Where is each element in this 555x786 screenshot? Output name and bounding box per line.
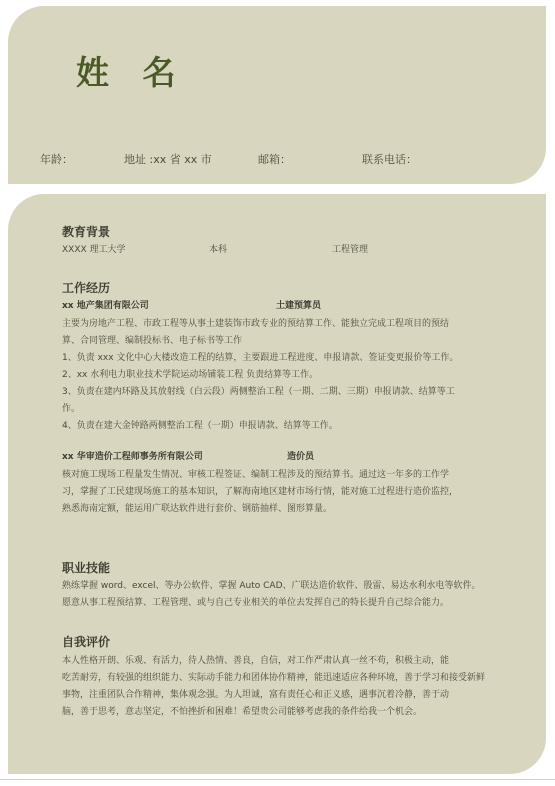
job1-line: 主要为房地产工程、市政工程等从事土建装饰市政专业的预结算工作、能独立完成工程项目的预结 <box>62 319 450 329</box>
job2-line: 核对施工现场工程量发生情况、审核工程签证、编制工程涉及的预结算书。通过这一年多的工作学 <box>62 470 450 480</box>
self-eval-line: 本人性格开朗、乐观、有活力，待人热情、善良，自信，对工作严肃认真一丝不苟，积极主动，能 <box>62 656 450 666</box>
job2-line: 习，掌握了工民建现场施工的基本知识，了解海南地区建材市场行情，能对施工过程进行造价监控， <box>62 487 459 497</box>
work-section <box>62 282 510 514</box>
job2-header <box>62 453 510 465</box>
section-title-skills: 职业技能 <box>62 561 111 575</box>
job2-position: 造价员 <box>287 452 315 462</box>
address-label: 地址 :xx 省 xx 市 <box>124 153 212 166</box>
degree: 本科 <box>209 245 228 255</box>
self-eval-section <box>62 636 510 717</box>
school-name: XXXX 理工大学 <box>62 245 126 255</box>
job1-line: 2、xx 水利电力职业技术学院运动场铺装工程 负责结算等工作。 <box>62 370 319 380</box>
skills-line: 愿意从事工程预结算、工程管理、或与自己专业相关的单位去发挥自己的特长提升自己综合能力。 <box>62 598 450 608</box>
email-label: 邮箱： <box>258 153 291 166</box>
self-eval-line: 吃苦耐劳，有较强的组织能力、实际动手能力和团体协作精神，能迅速适应各种环境，善于学习和接受新鲜 <box>62 673 486 683</box>
self-eval-line: 事物，注重团队合作精神，集体观念强。为人坦诚，富有责任心和正义感，遇事沉着冷静，善于动 <box>62 690 450 700</box>
job1-line: 作。 <box>62 404 81 414</box>
job1-line: 算、合同管理、编制投标书、电子标书等工作 <box>62 336 243 346</box>
age-label: 年龄： <box>40 153 73 166</box>
major: 工程管理 <box>332 245 369 255</box>
job1-company: xx 地产集团有限公司 <box>62 301 149 311</box>
job1-header <box>62 302 510 314</box>
self-eval-line: 脑，善于思考，意志坚定，不怕挫折和困难！希望贵公司能够考虑我的条件给我一个机会。 <box>62 707 423 717</box>
phone-label: 联系电话： <box>362 153 417 166</box>
job2-line: 熟悉海南定额，能运用广联达软件进行套价、钢筋抽样、图形算量。 <box>62 504 333 514</box>
job1-line: 3、负责在建内环路及其放射线（白云段）两侧整治工程（一期、二期、三期）申报请款、结算等工 <box>62 387 455 397</box>
section-title-education: 教育背景 <box>62 225 111 239</box>
education-section <box>62 226 510 258</box>
job1-description <box>62 320 510 431</box>
job1-line: 4、负责在建大金钟路两侧整治工程（一期）申报请款、结算等工作。 <box>62 421 338 431</box>
skills-section <box>62 562 510 608</box>
job1-position: 土建预算员 <box>276 301 322 311</box>
section-title-self-eval: 自我评价 <box>62 635 111 649</box>
page-title: 姓 名 <box>76 53 187 92</box>
job1-line: 1、负责 xxx 文化中心大楼改造工程的结算，主要跟进工程进度、申报请款、签证变更报价等工作。 <box>62 353 459 363</box>
job2-company: xx 华审造价工程师事务所有限公司 <box>62 452 203 462</box>
section-title-work: 工作经历 <box>62 281 111 295</box>
skills-line: 熟练掌握 word、excel、等办公软件、掌握 Auto CAD、广联达造价软件、殷雷、易达水利水电等软件。 <box>62 581 481 591</box>
bottom-divider <box>0 779 555 780</box>
education-row <box>62 246 510 258</box>
job2-description <box>62 471 510 514</box>
